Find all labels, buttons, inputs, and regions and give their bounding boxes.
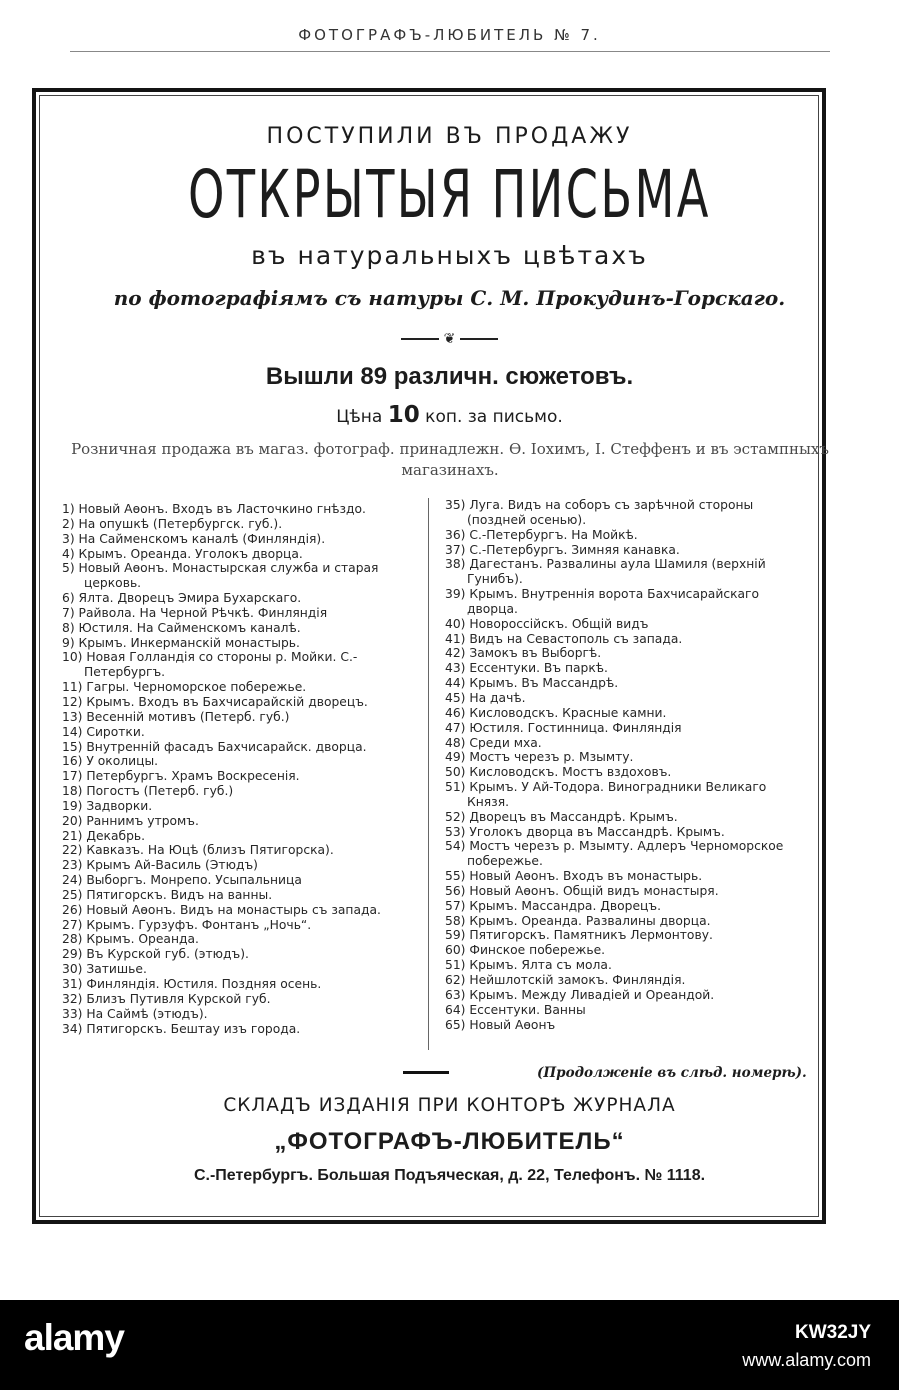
subject-item: 54) Мостъ черезъ р. Мзымту. Адлеръ Черноморское побережье. bbox=[445, 839, 784, 869]
subject-item: 22) Кавказъ. На Юцѣ (близъ Пятигорска). bbox=[62, 843, 334, 858]
subject-item: 12) Крымъ. Входъ въ Бахчисарайскiй дворецъ. bbox=[62, 694, 368, 709]
publisher-journal: „ФОТОГРАФЪ-ЛЮБИТЕЛЬ“ bbox=[274, 1128, 625, 1155]
price-prefix: Цѣна bbox=[336, 407, 383, 427]
subject-item: 65) Новый Аѳонъ bbox=[445, 1017, 556, 1032]
subject-item: 5) Новый Аѳонъ. Монастырская служба и старая церковь. bbox=[62, 561, 379, 591]
subject-item: 38) Дагестанъ. Развалины аула Шамиля (верхнiй Гунибъ). bbox=[445, 557, 766, 587]
stock-image-id: KW32JY bbox=[794, 1322, 871, 1343]
header-rule bbox=[70, 51, 830, 52]
subject-item: 30) Затишье. bbox=[62, 962, 147, 977]
subject-item: 50) Кисловодскъ. Мостъ вздоховъ. bbox=[445, 765, 672, 780]
subject-item: 14) Сиротки. bbox=[62, 724, 145, 739]
subject-item: 45) На дачѣ. bbox=[445, 690, 526, 705]
subject-item: 44) Крымъ. Въ Массандрѣ. bbox=[445, 676, 619, 691]
subject-item: 17) Петербургъ. Храмъ Воскресенiя. bbox=[62, 769, 300, 784]
subject-item: 23) Крымъ Ай-Василь (Этюдъ) bbox=[62, 858, 258, 873]
subject-item: 49) Мостъ черезъ р. Мзымту. bbox=[445, 750, 634, 765]
subject-item: 57) Крымъ. Массандра. Дворецъ. bbox=[445, 898, 662, 913]
subject-item: 26) Новый Аѳонъ. Видъ на монастырь съ запада. bbox=[62, 902, 381, 917]
subject-item: 19) Задворки. bbox=[62, 798, 153, 813]
subject-item: 33) На Саймѣ (этюдъ). bbox=[62, 1006, 208, 1021]
subject-item: 36) С.-Петербургъ. На Мойкѣ. bbox=[445, 527, 638, 542]
subject-item: 48) Среди мха. bbox=[445, 735, 542, 750]
subject-item: 25) Пятигорскъ. Видъ на ванны. bbox=[62, 887, 273, 902]
price-line bbox=[0, 402, 899, 428]
continuation-bar bbox=[403, 1071, 449, 1074]
subject-item: 34) Пятигорскъ. Бештау изъ города. bbox=[62, 1021, 301, 1036]
subject-item: 63) Крымъ. Между Ливадiей и Ореандой. bbox=[445, 987, 715, 1002]
stock-watermark-band bbox=[0, 1300, 899, 1390]
subject-count: Вышли 89 различн. сюжетовъ. bbox=[265, 363, 634, 390]
subject-item: 15) Внутреннiй фасадъ Бахчисарайск. дворца. bbox=[62, 739, 367, 754]
subject-item: 60) Финское побережье. bbox=[445, 943, 606, 958]
stock-url: www.alamy.com bbox=[742, 1350, 871, 1370]
subject-item: 4) Крымъ. Ореанда. Уголокъ дворца. bbox=[62, 546, 303, 561]
subject-item: 31) Финляндiя. Юстиля. Поздняя осень. bbox=[62, 977, 322, 991]
publisher-warehouse: СКЛАДЪ ИЗДАНIЯ ПРИ КОНТОРѢ ЖУРНАЛА bbox=[223, 1095, 676, 1116]
subject-item: 2) На опушкѣ (Петербургск. губ.). bbox=[62, 516, 283, 531]
subject-item: 55) Новый Аѳонъ. Входъ въ монастырь. bbox=[445, 869, 703, 884]
ad-byline: по фотографiямъ съ натуры С. М. Прокудинъ-Горскаго. bbox=[113, 286, 786, 310]
subject-item: 11) Гагры. Черноморское побережье. bbox=[62, 680, 307, 695]
subject-item: 46) Кисловодскъ. Красные камни. bbox=[445, 705, 667, 720]
subject-list-right bbox=[445, 498, 805, 1032]
subject-item: 8) Юстиля. На Сайменскомъ каналѣ. bbox=[62, 620, 301, 635]
subject-item: 41) Видъ на Севастополь съ запада. bbox=[445, 631, 683, 646]
price-amount: 10 bbox=[387, 402, 420, 428]
retail-note: Розничная продажа въ магаз. фотограф. принадлежн. Ѳ. Iохимъ, I. Стеффенъ и въ эстампныхъ магазинахъ. bbox=[71, 440, 829, 479]
subject-item: 51) Крымъ. У Ай-Тодора. Виноградники Великаго Князя. bbox=[445, 780, 767, 809]
subject-item: 18) Погостъ (Петерб. губ.) bbox=[62, 784, 234, 799]
ad-kicker: ПОСТУПИЛИ ВЪ ПРОДАЖУ bbox=[266, 124, 633, 149]
subject-item: 13) Весеннiй мотивъ (Петерб. губ.) bbox=[62, 709, 290, 724]
subject-item: 56) Новый Аѳонъ. Общiй видъ монастыря. bbox=[445, 883, 719, 898]
subject-list-left bbox=[62, 502, 417, 1036]
subject-item: 35) Луга. Видъ на соборъ съ зарѣчной стороны (поздней осенью). bbox=[445, 498, 754, 527]
subject-item: 62) Нейшлотскiй замокъ. Финляндiя. bbox=[445, 973, 686, 987]
subject-item: 29) Въ Курской губ. (этюдъ). bbox=[62, 947, 249, 962]
ad-subtitle: въ натуральныхъ цвѣтахъ bbox=[251, 241, 648, 270]
subject-item: 16) У околицы. bbox=[62, 754, 159, 769]
ad-title: ОТКРЫТЫЯ ПИСЬМА bbox=[187, 156, 711, 233]
subject-item: 51) Крымъ. Ялта съ мола. bbox=[445, 958, 612, 973]
subject-item: 58) Крымъ. Ореанда. Развалины дворца. bbox=[445, 913, 711, 928]
subject-item: 64) Ессентуки. Ванны bbox=[445, 1002, 586, 1017]
subject-item: 1) Новый Аѳонъ. Входъ въ Ласточкино гнѣздо. bbox=[62, 502, 366, 516]
subject-item: 10) Новая Голландiя со стороны р. Мойки. С.-Петербургъ. bbox=[62, 650, 358, 680]
subject-item: 9) Крымъ. Инкерманскiй монастырь. bbox=[62, 635, 300, 650]
subject-item: 32) Близъ Путивля Курской губ. bbox=[62, 991, 271, 1006]
subject-item: 37) С.-Петербургъ. Зимняя канавка. bbox=[445, 542, 680, 557]
continuation-note: (Продолженiе въ слѣд. номерѣ). bbox=[537, 1065, 807, 1081]
publisher-address: С.-Петербургъ. Большая Подъяческая, д. 22, Телефонъ. № 1118. bbox=[193, 1167, 706, 1184]
subject-item: 28) Крымъ. Ореанда. bbox=[62, 932, 199, 947]
subject-item: 59) Пятигорскъ. Памятникъ Лермонтову. bbox=[445, 928, 713, 943]
subject-item: 21) Декабрь. bbox=[62, 828, 146, 843]
column-divider bbox=[428, 498, 429, 1050]
subject-item: 53) Уголокъ дворца въ Массандрѣ. Крымъ. bbox=[445, 824, 725, 839]
subject-item: 27) Крымъ. Гурзуфъ. Фонтанъ „Ночь“. bbox=[62, 917, 312, 932]
subject-item: 47) Юстиля. Гостинница. Финляндiя bbox=[445, 720, 682, 735]
subject-item: 39) Крымъ. Внутреннiя ворота Бахчисарайскаго дворца. bbox=[445, 587, 760, 616]
subject-item: 40) Новороссiйскъ. Общiй видъ bbox=[445, 616, 649, 631]
subject-item: 6) Ялта. Дворецъ Эмира Бухарскаго. bbox=[62, 591, 302, 606]
subject-item: 42) Замокъ въ Выборгѣ. bbox=[445, 646, 602, 661]
subject-item: 7) Райвола. На Черной Рѣчкѣ. Финляндiя bbox=[62, 605, 328, 620]
subject-item: 52) Дворецъ въ Массандрѣ. Крымъ. bbox=[445, 809, 678, 824]
subject-item: 3) На Сайменскомъ каналѣ (Финляндiя). bbox=[62, 531, 326, 546]
price-suffix: коп. за письмо. bbox=[425, 407, 563, 427]
running-header: ФОТОГРАФЪ-ЛЮБИТЕЛЬ № 7. bbox=[298, 26, 601, 44]
subject-item: 24) Выборгъ. Монрепо. Усыпальница bbox=[62, 873, 302, 888]
alamy-logo: alamy bbox=[24, 1317, 124, 1358]
subject-item: 20) Раннимъ утромъ. bbox=[62, 813, 199, 828]
subject-item: 43) Ессентуки. Въ паркѣ. bbox=[445, 661, 608, 676]
ornament-divider: ❦ bbox=[0, 331, 899, 347]
